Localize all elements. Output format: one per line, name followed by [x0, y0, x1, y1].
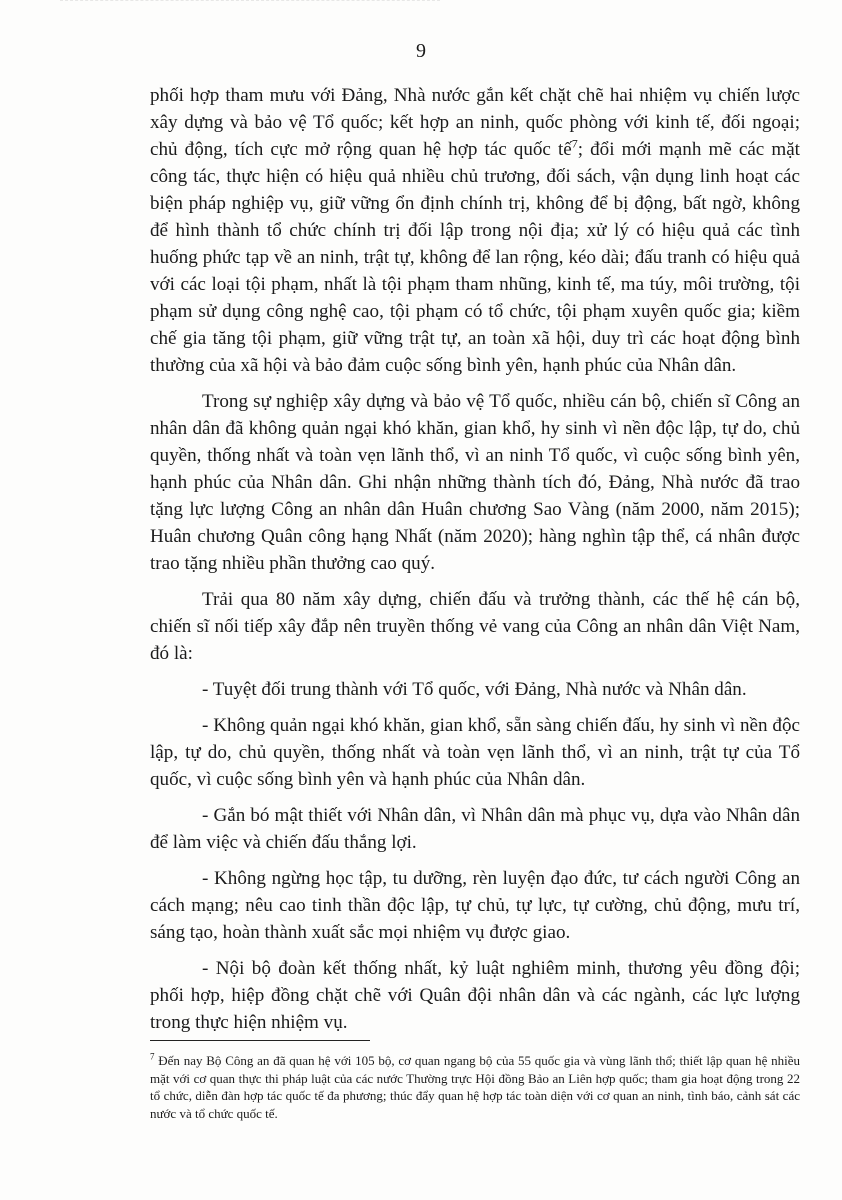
paragraph-text-before-ref: phối hợp tham mưu với Đảng, Nhà nước gắn kết chặt chẽ hai nhiệm vụ chiến lược xây dựng và bảo vệ Tổ quốc; kết hợp an ninh, quốc phòng với kinh tế, đối ngoại; chủ động, tích cực mở rộng quan hệ hợp tác quốc tế — [150, 85, 800, 160]
paragraph-intro-continued — [150, 82, 800, 379]
body-text — [150, 82, 800, 1045]
tradition-item: - Không quản ngại khó khăn, gian khổ, sẵn sàng chiến đấu, hy sinh vì nền độc lập, tự do, chủ quyền, thống nhất và toàn vẹn lãnh thổ, vì an ninh, trật tự của Tổ quốc, vì cuộc sống bình yên và hạnh phúc của Nhân dân. — [150, 715, 800, 790]
paragraph-traditions-intro: Trải qua 80 năm xây dựng, chiến đấu và trưởng thành, các thế hệ cán bộ, chiến sĩ nối tiếp xây đắp nên truyền thống vẻ vang của Công an nhân dân Việt Nam, đó là: — [150, 589, 800, 664]
tradition-item: - Nội bộ đoàn kết thống nhất, kỷ luật nghiêm minh, thương yêu đồng đội; phối hợp, hiệp đồng chặt chẽ với Quân đội nhân dân và các ngành, các lực lượng trong thực hiện nhiệm vụ. — [150, 958, 800, 1033]
tradition-item: - Không ngừng học tập, tu dưỡng, rèn luyện đạo đức, tư cách người Công an cách mạng; nêu cao tinh thần độc lập, tự chủ, tự lực, tự cường, chủ động, mưu trí, sáng tạo, hoàn thành xuất sắc mọi nhiệm vụ được giao. — [150, 868, 800, 943]
footnote-separator — [150, 1040, 370, 1041]
paragraph-text-after-ref: ; đổi mới mạnh mẽ các mặt công tác, thực hiện có hiệu quả nhiều chủ trương, đối sách, vận dụng linh hoạt các biện pháp nghiệp vụ, giữ vững ổn định chính trị, không để bị động, bất ngờ, không để hình thành tổ chức chính trị đối lập trong nội địa; xử lý có hiệu quả các tình huống phức tạp về an ninh, trật tự, không để lan rộng, kéo dài; đấu tranh có hiệu quả với các loại tội phạm, nhất là tội phạm tham nhũng, kinh tế, ma túy, môi trường, tội phạm sử dụng công nghệ cao, tội phạm có tổ chức, tội phạm xuyên quốc gia; kiềm chế gia tăng tội phạm, giữ vững trật tự, an toàn xã hội, duy trì các hoạt động bình thường của xã hội và bảo đảm cuộc sống bình yên, hạnh phúc của Nhân dân. — [150, 139, 800, 376]
scan-edge-mark — [60, 0, 440, 7]
page-number: 9 — [416, 40, 426, 62]
footnote-marker: 7 — [150, 1051, 155, 1062]
footnote-text: Đến nay Bộ Công an đã quan hệ với 105 bộ, cơ quan ngang bộ của 55 quốc gia và vùng lãnh thổ; thiết lập quan hệ nhiều mặt với cơ quan thực thi pháp luật của các nước Thường trực Hội đồng Bảo an Liên hợp quốc; tham gia hoạt động trong 22 tổ chức, diễn đàn hợp tác quốc tế đa phương; thúc đẩy quan hệ hợp tác toàn diện với cơ quan an ninh, tình báo, cảnh sát các nước và tổ chức quốc tế. — [150, 1053, 800, 1121]
tradition-item: - Gắn bó mật thiết với Nhân dân, vì Nhân dân mà phục vụ, dựa vào Nhân dân để làm việc và chiến đấu thắng lợi. — [150, 805, 800, 853]
paragraph-achievements: Trong sự nghiệp xây dựng và bảo vệ Tổ quốc, nhiều cán bộ, chiến sĩ Công an nhân dân đã không quản ngại khó khăn, gian khổ, hy sinh vì nền độc lập, tự do, chủ quyền, thống nhất và toàn vẹn lãnh thổ, vì an ninh Tổ quốc, vì cuộc sống bình yên, hạnh phúc của Nhân dân. Ghi nhận những thành tích đó, Đảng, Nhà nước đã trao tặng lực lượng Công an nhân dân Huân chương Sao Vàng (năm 2000, năm 2015); Huân chương Quân công hạng Nhất (năm 2020); hàng nghìn tập thể, cá nhân được trao tặng nhiều phần thưởng cao quý. — [150, 391, 800, 574]
tradition-item: - Tuyệt đối trung thành với Tổ quốc, với Đảng, Nhà nước và Nhân dân. — [202, 679, 747, 700]
footnote-reference[interactable]: 7 — [571, 136, 578, 151]
footnote — [150, 1052, 800, 1122]
